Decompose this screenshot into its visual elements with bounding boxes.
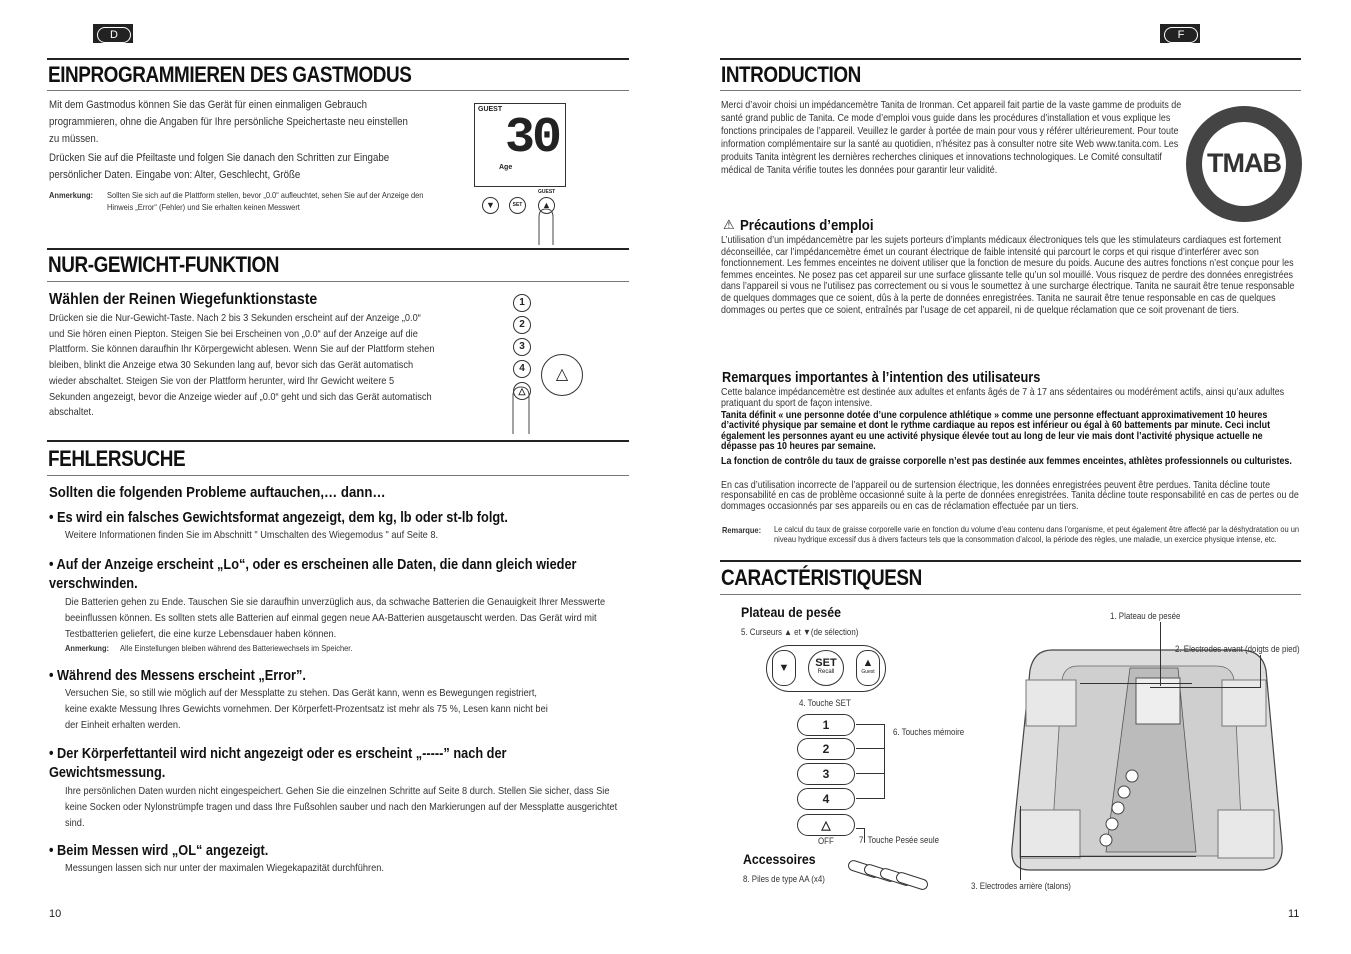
weight-only-key-label: 7. Touche Pesée seule xyxy=(859,835,939,845)
weight-only-title: NUR-GEWICHT-FUNKTION xyxy=(48,252,280,277)
scale-illustration xyxy=(1000,640,1300,880)
memory-button-3[interactable]: 3 xyxy=(513,338,531,356)
leader-line xyxy=(856,748,884,749)
language-tab-f xyxy=(1160,24,1200,43)
down-cursor-button[interactable]: ▼ xyxy=(772,650,796,686)
guest-label: Guest xyxy=(861,669,875,675)
remarks-note-label: Remarque: xyxy=(722,525,762,535)
precautions-body: L’utilisation d’un impédancemètre par les sujets porteurs d’implants médicaux électroniques tels que les stimulateurs cardiaques est fortement déconseillée, car l’impédancemètre émet un courant électrique de faible intensité qui parcourt le corps et qui risque d’interférer avec son fonctionnement. Les femmes enceintes ne doivent utiliser que la fonction de mesure du poids. Aucune des autres fonctions n’est conçue pour les femmes enceintes. Ne posez pas cet appareil sur une surface glissante telle qu’un sol mouillé. Vous risquez de perdre des données enregistrées dans l’appareil si vous ne l’utilisez pas correctement ou si vous le soumettez à une surcharge électrique. Tanita ne saurait être tenue responsable de quelques dommages que ce soient, dûs à la perte de données enregistrées. Tanita ne saurait être tenue responsable en cas de quelques dommages ou pertes que ce soient, entraînés par l’usage de cet appareil, ni de quelque réclamation que ce soit provenant de tiers. xyxy=(721,234,1295,316)
plate-title: Plateau de pesée xyxy=(741,604,841,620)
trouble-item-head: • Es wird ein falsches Gewichtsformat angezeigt, dem kg, lb oder st-lb folgt. xyxy=(49,510,508,526)
trouble-item-text: Versuchen Sie, so still wie möglich auf der Messplatte zu stehen. Das Gerät kann, wenn es Bewegungen registriert, keine exakte Messung Ihres Gewichts vornehmen. Der Körperfett-Prozentsatz ist mehr als 75 %, Lesen kann nicht bei der Einheit erhalten werden. xyxy=(65,687,548,731)
weight-only-subtitle: Wählen der Reinen Wiegefunktionstaste xyxy=(49,291,318,308)
guest-title: EINPROGRAMMIEREN DES GASTMODUS xyxy=(48,62,412,87)
guest-note: Sollten Sie sich auf die Plattform stellen, bevor „0.0“ aufleuchtet, sehen Sie auf der Anzeige den Hinweis „Error“ (Fehler) und Sie erhalten keinen Messwert xyxy=(107,190,424,212)
display-value: 30 xyxy=(505,110,560,167)
cursors-label: 5. Curseurs ▲ et ▼(de sélection) xyxy=(741,627,859,637)
intro-body: Merci d’avoir choisi un impédancemètre Tanita de Ironman. Cet appareil fait partie de la vaste gamme de produits de santé grand public de Tanita. Ce mode d’emploi vous guide dans les procédures d’installation et vous explique les fonctions principales de l’appareil. Veuillez le garder à portée de main pour vous y référer ultérieurement. Pour toute information complémentaire sur la santé au quotidien, n’hésitez pas à consulter notre site Web www.tanita.com. Les produits Tanita intègrent les dernières recherches cliniques et innovations technologiques. Le Comité consultatif médical de Tanita vérifie toutes les données pour garantir leur validité. xyxy=(721,99,1182,176)
weight-only-key[interactable]: △ xyxy=(797,814,855,836)
leader-line xyxy=(1260,655,1261,688)
set-recall-button[interactable] xyxy=(808,650,844,686)
intro-title: INTRODUCTION xyxy=(721,62,861,87)
remarks-p4: En cas d’utilisation incorrecte de l’appareil ou de surtension électrique, les données enregistrées peuvent être perdues. Tanita décline toute responsabilité en cas de problème occasionné suite à la perte de données enregistrées. Tanita décline toute responsabilité en cas de pertes ou de dommages occasionnés par ses appareils ou en cas de réclamation effectuée par un tiers. xyxy=(721,479,1299,512)
guest-body-2: Drücken Sie auf die Pfeiltaste und folgen Sie danach den Schritten zur Eingabe persönlicher Daten. Eingabe von: Alter, Geschlecht, Größe xyxy=(49,152,390,181)
warning-icon: ⚠ xyxy=(723,217,735,232)
guest-body: Mit dem Gastmodus können Sie das Gerät für einen einmaligen Gebrauch programmieren, ohne die Angaben für Ihre persönliche Speichertaste neu einstellen zu müssen. xyxy=(49,99,408,145)
trouble-note-label: Anmerkung: xyxy=(65,643,110,653)
remarks-title: Remarques importantes à l’intention des utilisateurs xyxy=(722,370,1041,386)
divider xyxy=(47,90,629,91)
trouble-item-text: Die Batterien gehen zu Ende. Tauschen Sie sie daraufhin unverzüglich aus, da schwache Batterien die Genauigkeit Ihrer Messwerte beeinflussen können. Es sollten stets alle Batterien auf einmal gegen neue AA-Batterien ausgetauscht werden. Das Gerät wird mit Testbatterien geliefert, die eine kurze Lebensdauer haben können. xyxy=(65,596,606,640)
finger-icon xyxy=(533,205,563,245)
accessories-title: Accessoires xyxy=(743,851,816,867)
divider xyxy=(47,58,629,60)
features-title: CARACTÉRISTIQUESN xyxy=(721,565,922,590)
language-tab-d xyxy=(93,24,133,43)
memory-button-1[interactable]: 1 xyxy=(513,294,531,312)
precautions-title: Précautions d’emploi xyxy=(740,217,874,234)
up-arrow-button[interactable]: ▲ xyxy=(538,197,555,214)
language-tab-label: F xyxy=(1164,27,1198,43)
front-electrodes-label: 2. Electrodes avant (doigts de pied) xyxy=(1175,644,1300,654)
finger-icon xyxy=(508,382,534,434)
divider xyxy=(47,475,629,476)
remarks-p3: La fonction de contrôle du taux de graisse corporelle n’est pas destinée aux femmes enceintes, athlètes professionnels ou culturistes. xyxy=(721,455,1292,467)
leader-line xyxy=(856,828,864,829)
trouble-intro: Sollten die folgenden Probleme auftauchen,… dann… xyxy=(49,484,386,501)
memory-key-4[interactable]: 4 xyxy=(797,788,855,810)
divider xyxy=(47,440,629,442)
memory-button-2[interactable]: 2 xyxy=(513,316,531,334)
set-button[interactable]: SET xyxy=(509,197,526,214)
leader-line xyxy=(856,773,884,774)
display-guest-label: GUEST xyxy=(478,106,503,113)
down-arrow-button[interactable]: ▼ xyxy=(482,197,499,214)
trouble-item-text: Messungen lassen sich nur unter der maximalen Wiegekapazität durchführen. xyxy=(65,862,384,874)
trouble-item-head: • Während des Messens erscheint „Error”. xyxy=(49,668,306,684)
leader-line xyxy=(856,798,884,799)
recall-label: Recall xyxy=(817,669,835,675)
language-tab-label: D xyxy=(97,27,131,43)
leader-line xyxy=(1020,806,1021,880)
remarks-note: Le calcul du taux de graisse corporelle varie en fonction du volume d’eau contenu dans l’organisme, et peut également être affecté par la déshydratation ou un niveau hydrique excessif dus à divers facteurs tels que la consommation d’alcool, la période des règles, une maladie, un exercice physique intense, etc. xyxy=(774,524,1300,544)
memory-key-1[interactable]: 1 xyxy=(797,714,855,736)
remarks-p1: Cette balance impédancemètre est destinée aux adultes et enfants âgés de 7 à 17 ans sédentaires ou modérément actifs, ainsi qu’aux adultes pratiquant du sport de façon intensive. xyxy=(721,386,1285,409)
remarks-p2: Tanita définit « une personne dotée d’une corpulence athlétique » comme une personne effectuant approximativement 10 heures d’activité physique par semaine et dont le rythme cardiaque au repos est inférieur ou égal à 60 battements par minute. Ceci inclut également les personnes ayant eu une activité physique élevée tout au long de leur vie mais dont l’activité physique actuelle ne dépasse pas 10 heures par semaine. xyxy=(721,409,1271,453)
leader-line xyxy=(1160,622,1161,686)
off-label: OFF xyxy=(818,836,834,846)
leader-line xyxy=(856,724,884,725)
trouble-note: Alle Einstellungen bleiben während des Batteriewechsels im Speicher. xyxy=(120,643,353,653)
memory-button-4[interactable]: 4 xyxy=(513,360,531,378)
set-key-label: 4. Touche SET xyxy=(799,698,851,708)
trouble-item-head: • Der Körperfettanteil wird nicht angezeigt oder es erscheint „-----” nach der Gewichtsmessung. xyxy=(49,746,507,781)
trouble-title: FEHLERSUCHE xyxy=(48,446,186,471)
divider xyxy=(720,560,1301,562)
leader-line xyxy=(1080,683,1192,684)
plate-label: 1. Plateau de pesée xyxy=(1110,611,1181,621)
divider xyxy=(720,90,1301,91)
set-label: SET xyxy=(815,657,837,669)
divider xyxy=(720,594,1301,595)
divider xyxy=(720,58,1301,60)
memory-key-3[interactable]: 3 xyxy=(797,763,855,785)
leader-line xyxy=(1150,687,1260,688)
guest-note-label: Anmerkung: xyxy=(49,190,94,200)
trouble-item-head: • Beim Messen wird „OL“ angezeigt. xyxy=(49,843,269,859)
trouble-item-text: Ihre persönlichen Daten wurden nicht eingespeichert. Gehen Sie die einzelnen Schritte auf Seite 8 durch. Stellen Sie sicher, dass Sie keine Socken oder Nylonstrümpfe tragen und dass Ihre Fußsohlen sauber und nach den Markierungen auf der Messplatte ausgerichtet sind. xyxy=(65,785,618,829)
memory-keys-label: 6. Touches mémoire xyxy=(893,727,965,737)
batteries-label: 8. Piles de type AA (x4) xyxy=(743,874,825,884)
trouble-item-text: Weitere Informationen finden Sie im Abschnitt " Umschalten des Wiegemodus " auf Seite 8. xyxy=(65,529,439,541)
tmab-logo xyxy=(1186,106,1302,222)
guest-display xyxy=(474,103,566,187)
display-age-label: Age xyxy=(499,164,513,171)
leader-line xyxy=(1020,856,1196,857)
tmab-logo-text: TMAB xyxy=(1207,148,1281,178)
battery-icon xyxy=(840,860,935,896)
guest-button-label: GUEST xyxy=(538,189,556,195)
weight-only-zoom-icon: △ xyxy=(541,354,583,396)
leader-line xyxy=(884,724,885,799)
page-number-right: 11 xyxy=(1288,908,1300,920)
memory-key-2[interactable]: 2 xyxy=(797,738,855,760)
page-number-left: 10 xyxy=(49,908,62,920)
weight-only-button[interactable]: △ xyxy=(513,382,531,400)
trouble-item-head: • Auf der Anzeige erscheint „Lo“, oder es erscheinen alle Daten, die dann gleich wieder verschwinden. xyxy=(49,557,577,592)
divider xyxy=(47,248,629,250)
rear-electrodes-label: 3. Electrodes arrière (talons) xyxy=(971,881,1071,891)
weight-only-body: Drücken sie die Nur-Gewicht-Taste. Nach 2 bis 3 Sekunden erscheint auf der Anzeige „0.0“ und Sie hören einen Piepton. Steigen Sie bei Erscheinen von „0.0“ auf der Anzeige auf die Plattform. Sie können daraufhin Ihr Körpergewicht ablesen. Wenn Sie auf der Plattform stehen bleiben, blinkt die Anzeige etwa 30 Sekunden lang auf, bevor sich das Gerät automatisch wieder abschaltet. Steigen Sie von der Plattform herunter, wird Ihr Gewicht weitere 5 Sekunden angezeigt, bevor die Anzeige wieder auf „0.0“ geht und sich das Gerät automatisch abschaltet. xyxy=(49,312,435,419)
up-cursor-button[interactable]: ▲ Guest xyxy=(856,650,880,686)
divider xyxy=(47,281,629,282)
